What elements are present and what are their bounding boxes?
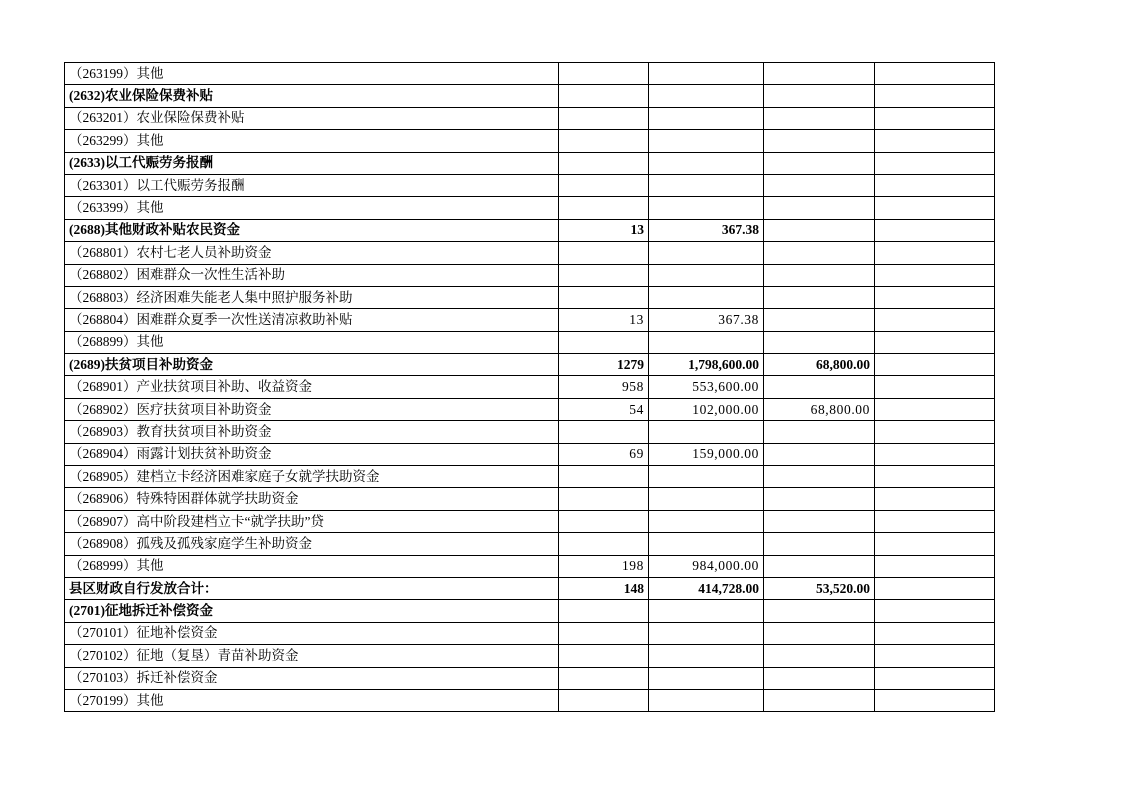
- row-value-1: [559, 622, 649, 644]
- row-value-1: [559, 286, 649, 308]
- table-row: [65, 331, 995, 353]
- row-value-4: [875, 286, 995, 308]
- row-value-1: 1279: [559, 354, 649, 376]
- row-label: （263201）农业保险保费补贴: [65, 107, 559, 129]
- row-value-1: [559, 645, 649, 667]
- table-row: [65, 466, 995, 488]
- row-value-1: [559, 488, 649, 510]
- row-value-3: [764, 85, 875, 107]
- table-row: [65, 242, 995, 264]
- row-value-3: [764, 174, 875, 196]
- row-label: （263199）其他: [65, 63, 559, 85]
- row-value-1: [559, 242, 649, 264]
- row-value-4: [875, 555, 995, 577]
- row-value-4: [875, 152, 995, 174]
- row-label: （268804）困难群众夏季一次性送清凉救助补贴: [65, 309, 559, 331]
- row-value-3: [764, 331, 875, 353]
- row-value-2: 984,000.00: [649, 555, 764, 577]
- row-label: （270101）征地补偿资金: [65, 622, 559, 644]
- row-value-3: [764, 645, 875, 667]
- table-row: [65, 286, 995, 308]
- row-value-3: [764, 63, 875, 85]
- row-value-1: [559, 130, 649, 152]
- row-value-2: [649, 264, 764, 286]
- row-value-2: [649, 107, 764, 129]
- row-value-1: [559, 107, 649, 129]
- row-label: （268999）其他: [65, 555, 559, 577]
- row-value-1: 148: [559, 577, 649, 599]
- row-value-3: [764, 443, 875, 465]
- row-value-4: [875, 622, 995, 644]
- table-row: [65, 376, 995, 398]
- row-value-2: [649, 510, 764, 532]
- row-value-2: 367.38: [649, 219, 764, 241]
- row-value-4: [875, 242, 995, 264]
- row-value-3: [764, 264, 875, 286]
- table-row: [65, 219, 995, 241]
- row-value-4: [875, 645, 995, 667]
- row-label: （268905）建档立卡经济困难家庭子女就学扶助资金: [65, 466, 559, 488]
- row-label: （268904）雨露计划扶贫补助资金: [65, 443, 559, 465]
- table-row: [65, 689, 995, 711]
- row-value-2: [649, 622, 764, 644]
- row-label: （268899）其他: [65, 331, 559, 353]
- row-label: (2688)其他财政补贴农民资金: [65, 219, 559, 241]
- row-value-1: [559, 466, 649, 488]
- row-label: (2633)以工代赈劳务报酬: [65, 152, 559, 174]
- row-value-1: [559, 85, 649, 107]
- row-value-1: [559, 63, 649, 85]
- row-label: （268906）特殊特困群体就学扶助资金: [65, 488, 559, 510]
- row-value-1: [559, 600, 649, 622]
- row-value-1: [559, 197, 649, 219]
- row-value-1: [559, 331, 649, 353]
- row-value-3: 68,800.00: [764, 398, 875, 420]
- row-value-1: [559, 264, 649, 286]
- row-value-4: [875, 667, 995, 689]
- row-value-2: [649, 488, 764, 510]
- row-value-4: [875, 331, 995, 353]
- row-value-1: [559, 667, 649, 689]
- row-value-4: [875, 443, 995, 465]
- row-value-2: 102,000.00: [649, 398, 764, 420]
- row-value-3: [764, 309, 875, 331]
- row-value-4: [875, 174, 995, 196]
- row-value-1: [559, 421, 649, 443]
- row-value-4: [875, 533, 995, 555]
- row-value-4: [875, 510, 995, 532]
- row-label: (2632)农业保险保费补贴: [65, 85, 559, 107]
- row-value-4: [875, 600, 995, 622]
- row-value-4: [875, 85, 995, 107]
- row-value-3: [764, 533, 875, 555]
- table-body: [65, 63, 995, 712]
- table-row: [65, 309, 995, 331]
- row-value-2: [649, 197, 764, 219]
- row-label: （268803）经济困难失能老人集中照护服务补助: [65, 286, 559, 308]
- row-label: （270103）拆迁补偿资金: [65, 667, 559, 689]
- row-label: （263399）其他: [65, 197, 559, 219]
- row-value-3: [764, 488, 875, 510]
- finance-table-container: [64, 62, 994, 712]
- row-label: （268908）孤残及孤残家庭学生补助资金: [65, 533, 559, 555]
- row-value-3: [764, 197, 875, 219]
- row-value-2: [649, 130, 764, 152]
- row-value-4: [875, 421, 995, 443]
- table-row: [65, 510, 995, 532]
- table-row: [65, 152, 995, 174]
- table-row: [65, 107, 995, 129]
- row-value-1: [559, 533, 649, 555]
- row-value-2: [649, 645, 764, 667]
- row-value-2: [649, 533, 764, 555]
- row-value-2: 159,000.00: [649, 443, 764, 465]
- row-value-2: [649, 242, 764, 264]
- table-row: [65, 398, 995, 420]
- row-value-2: [649, 421, 764, 443]
- row-value-4: [875, 264, 995, 286]
- row-value-2: [649, 689, 764, 711]
- row-value-3: [764, 219, 875, 241]
- row-value-3: 68,800.00: [764, 354, 875, 376]
- row-value-3: [764, 152, 875, 174]
- table-row: [65, 354, 995, 376]
- row-value-3: [764, 107, 875, 129]
- row-value-4: [875, 130, 995, 152]
- row-label: （268907）高中阶段建档立卡“就学扶助”贷: [65, 510, 559, 532]
- row-value-1: 198: [559, 555, 649, 577]
- row-label: （268802）困难群众一次性生活补助: [65, 264, 559, 286]
- row-label: (2689)扶贫项目补助资金: [65, 354, 559, 376]
- table-row: [65, 63, 995, 85]
- row-value-1: [559, 510, 649, 532]
- row-value-1: 13: [559, 309, 649, 331]
- table-row: [65, 600, 995, 622]
- row-value-1: 958: [559, 376, 649, 398]
- row-value-1: [559, 174, 649, 196]
- row-value-2: [649, 85, 764, 107]
- row-value-3: [764, 600, 875, 622]
- row-value-1: 54: [559, 398, 649, 420]
- table-row: [65, 488, 995, 510]
- row-value-4: [875, 354, 995, 376]
- row-value-2: [649, 63, 764, 85]
- row-value-3: 53,520.00: [764, 577, 875, 599]
- row-value-4: [875, 689, 995, 711]
- row-value-4: [875, 398, 995, 420]
- table-row: [65, 197, 995, 219]
- row-value-1: [559, 689, 649, 711]
- row-value-3: [764, 421, 875, 443]
- table-row: [65, 421, 995, 443]
- row-value-3: [764, 286, 875, 308]
- row-value-2: [649, 600, 764, 622]
- row-label: (2701)征地拆迁补偿资金: [65, 600, 559, 622]
- row-label: （268902）医疗扶贫项目补助资金: [65, 398, 559, 420]
- row-label: （270102）征地（复垦）青苗补助资金: [65, 645, 559, 667]
- row-value-3: [764, 510, 875, 532]
- row-value-3: [764, 242, 875, 264]
- row-value-3: [764, 622, 875, 644]
- row-value-3: [764, 555, 875, 577]
- table-row: [65, 645, 995, 667]
- row-value-2: [649, 331, 764, 353]
- row-value-3: [764, 667, 875, 689]
- row-value-2: 1,798,600.00: [649, 354, 764, 376]
- row-value-4: [875, 63, 995, 85]
- row-value-4: [875, 577, 995, 599]
- finance-table: [64, 62, 995, 712]
- row-value-1: 69: [559, 443, 649, 465]
- row-label: 县区财政自行发放合计：: [65, 577, 559, 599]
- row-value-4: [875, 309, 995, 331]
- row-value-3: [764, 689, 875, 711]
- row-label: （268903）教育扶贫项目补助资金: [65, 421, 559, 443]
- row-value-4: [875, 488, 995, 510]
- row-value-2: [649, 174, 764, 196]
- row-label: （263299）其他: [65, 130, 559, 152]
- row-value-4: [875, 197, 995, 219]
- row-value-4: [875, 376, 995, 398]
- table-row: [65, 533, 995, 555]
- row-value-1: [559, 152, 649, 174]
- row-value-2: [649, 152, 764, 174]
- table-row: [65, 264, 995, 286]
- table-row: [65, 667, 995, 689]
- table-row: [65, 555, 995, 577]
- row-label: （270199）其他: [65, 689, 559, 711]
- row-value-2: [649, 667, 764, 689]
- row-value-3: [764, 130, 875, 152]
- row-label: （263301）以工代赈劳务报酬: [65, 174, 559, 196]
- table-row: [65, 85, 995, 107]
- row-value-4: [875, 107, 995, 129]
- row-label: （268801）农村七老人员补助资金: [65, 242, 559, 264]
- row-value-4: [875, 219, 995, 241]
- table-row: [65, 443, 995, 465]
- table-row: [65, 174, 995, 196]
- row-value-2: 367.38: [649, 309, 764, 331]
- row-value-3: [764, 376, 875, 398]
- table-row: [65, 622, 995, 644]
- row-value-2: 414,728.00: [649, 577, 764, 599]
- table-row: [65, 577, 995, 599]
- row-value-2: 553,600.00: [649, 376, 764, 398]
- row-value-2: [649, 466, 764, 488]
- row-value-1: 13: [559, 219, 649, 241]
- row-value-4: [875, 466, 995, 488]
- row-value-3: [764, 466, 875, 488]
- table-row: [65, 130, 995, 152]
- row-value-2: [649, 286, 764, 308]
- row-label: （268901）产业扶贫项目补助、收益资金: [65, 376, 559, 398]
